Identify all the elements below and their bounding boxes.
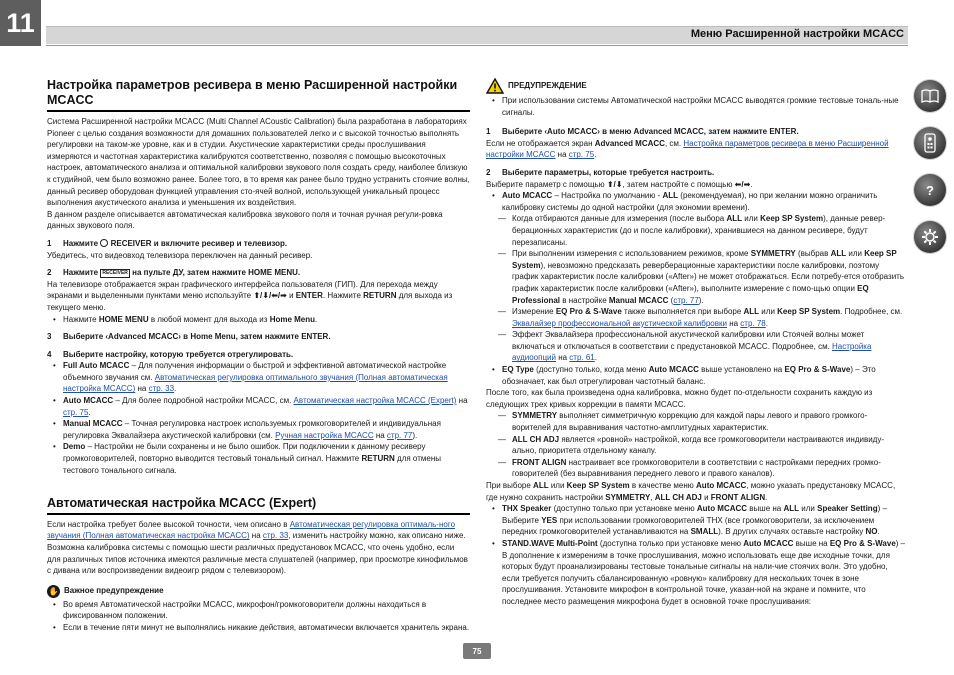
right-step-2-note: Выберите параметр с помощью ⬆/⬇, затем настройте с помощью ⬅/➡. (486, 179, 753, 189)
intro-paragraph-2: В данном разделе описывается автоматическая калибровка звукового поля и точная ручная регули-ровка данных звукового поля. (47, 209, 443, 231)
list-item: • Manual MCACC – Точная регулировка настроек используемых громкоговорителей и индивидуальная регулировка Эквалайзера акустической калибровки (см. Ручная настройка MCACC на стр. 77). (47, 418, 470, 441)
list-item: • Auto MCACC – Настройка по умолчанию - ALL (рекомендуемая), но при желании можно ограничить калибровку системы до одной настройки (для экономии времени). — Когда отбираются данные для измерения (после выбора ALL или Keep SP System), данные ревер-берационных характеристик (до и после калибровки), хранившиеся на данном ресивере, будут перезаписаны. — При выполнении измерения с использованием режимов, кроме SYMMETRY (выбрав ALL или Keep SP System), невозможно предсказать реверберационные характеристики после калибровки, поэтому график характеристик после калибровки («After») не может отображаться. Если потребу-ется отобразить график характеристик после калибровки («After»), выполните измерение с помо-щью опции EQ Professional в настройке Manual MCACC (стр. 77). — Измерение EQ Pro & S-Wave также выполняется при выборе ALL или Keep SP System. Подробнее, см. Эквалайзер профессиональной акустической калибровки на стр. 78. — Эффект Эквалайзера профессиональной акустической калибровки или Стоячей волны может включаться и отключаться в соответствии с предустановкой MCACC. Подробнее, см. Настройка аудиоопций на стр. 61. (486, 190, 906, 364)
important-warning-header: ✋ Важное предупреждение (48, 586, 164, 596)
auto-mcacc-options (486, 190, 906, 607)
section-heading-main: Настройка параметров ресивера в меню Расширенной настройки MCACC (47, 78, 470, 112)
right-step-2: 2 Выберите параметры, которые требуется настроить. (486, 167, 715, 177)
list-item: • EQ Type (доступно только, когда меню Auto MCACC выше установлено на EQ Pro & S-Wave) – Это обозначает, как был отрегулирован частотный баланс. После того, как была произведена одна калибровка, можно будет по-отдельности сохранить каждую из следующих трех кривых коррекции в памяти MCACC. — SYMMETRY выполняет симметричную коррекцию для каждой пары левого и правого громкого-ворителей для выравнивания частотно-амплитудных характеристик. — ALL CH ADJ является «ровной» настройкой, когда все громкоговорители настраиваются индивиду-ально, приоритета отдельному каналу. — FRONT ALIGN настраивает все громкоговорители в соответствии с настройками передних громко-говорителей (без выравнивания переднего левого и правого каналов). При выборе ALL или Keep SP System в качестве меню Auto MCACC, можно указать предустановку MCACC, где нужно сохранить настройки SYMMETRY, ALL CH ADJ и FRONT ALIGN. (486, 364, 906, 503)
link-page-78[interactable]: стр. 78 (740, 318, 766, 328)
side-nav (914, 80, 950, 268)
list-item: • STAND.WAVE Multi-Point (доступна только при установке меню Auto MCACC выше на EQ Pro & S-Wave) – В дополнение к измерениям в точке прослушивания, можно использовать еще две исходные точки, для которых будут проанализированы тестовые тональные сигналы на нали-чие стоячих волн. Это удобно, если требуется получить сбалансированную «ровную» калибровку для нескольких точек в зоне прослушивания. Установите микрофон в контрольной точке, указан-ной на экране и помните, что последнее место размещения микрофона будет в основной точке прослушивания: (486, 538, 906, 608)
link-page-33[interactable]: стр. 33 (148, 384, 175, 394)
left-column (47, 78, 470, 633)
link-page-77-2[interactable]: стр. 77 (673, 295, 699, 305)
page-number: 75 (463, 643, 491, 659)
list-item: • Demo – Настройки не были сохранены и не было ошибок. При подключении к данному ресиверу громкоговорителей, повторно выводится тестовый тональный сигнал. Нажмите RETURN для отмены тестового тонального сигнала. (47, 441, 470, 476)
step-2: 2 Нажмите RECEIVER на пульте ДУ, затем нажмите HOME MENU. (47, 268, 301, 278)
left-right-arrows-icon: ⬅/➡ (734, 179, 751, 189)
list-item: • Full Auto MCACC – Для получения информации о быстрой и эффективной автоматической настройке объемного звучания см. Автоматическая регулировка оптимального звучания (Полная автоматическая настройка MCACC) на стр. 33. (47, 360, 470, 395)
link-page-61[interactable]: стр. 61 (569, 353, 595, 363)
settings-icon[interactable] (914, 221, 946, 253)
link-eq-professional[interactable]: Эквалайзер профессиональной акустической калибровки (512, 318, 727, 328)
link-full-auto-mcacc-2[interactable]: Автоматическая регулировка оптималь-ного звучания (Полная автоматическая настройка MCACC) (47, 519, 456, 541)
page-title: Меню Расширенной настройки MCACC (690, 28, 904, 40)
caution-hand-icon: ✋ (48, 586, 59, 596)
link-page-75-2[interactable]: стр. 75 (568, 150, 595, 160)
mcacc-options-list (47, 360, 470, 476)
list-item: • Во время Автоматической настройки MCACC, микрофон/громкоговорители должны находиться в фиксированном положении. (47, 599, 470, 622)
link-audio-options[interactable]: Настройка аудиоопций (512, 341, 872, 363)
step-1-note: Убедитесь, что видеовход телевизора переключен на данный ресивер. (47, 250, 313, 260)
list-item: — ALL CH ADJ является «ровной» настройкой, когда все громкоговорители настраиваются индивиду-ально, приоритета отдельному каналу. (486, 434, 906, 457)
right-step-1-note: Если не отображается экран Advanced MCACC, см. Настройка параметров ресивера в меню Расширенной настройки MCACC на стр. 75. (486, 138, 889, 160)
list-item: • Auto MCACC – Для более подробной настройки MCACC, см. Автоматическая настройка MCACC (Expert) на стр. 75. (47, 395, 470, 418)
receiver-button-icon: RECEIVER (102, 270, 128, 277)
eq-type-notes (486, 410, 906, 480)
caution-header: ПРЕДУПРЕЖДЕНИЕ (486, 78, 906, 94)
section-heading-expert: Автоматическая настройка MCACC (Expert) (47, 496, 470, 515)
up-down-arrows-icon: ⬆/⬇ (606, 179, 623, 189)
link-full-auto-mcacc[interactable]: Автоматическая регулировка оптимального звучания (Полная автоматическая настройка MCACC) (63, 372, 448, 394)
list-item: — FRONT ALIGN настраивает все громкоговорители в соответствии с настройками передних громко-говорителей (без выравнивания переднего левого и правого каналов). (486, 457, 906, 480)
link-manual-mcacc[interactable]: Ручная настройка MCACC (275, 430, 374, 440)
warning-triangle-icon (486, 78, 504, 94)
list-item: • Нажмите HOME MENU в любой момент для выхода из Home Menu. (47, 314, 470, 326)
auto-mcacc-notes (486, 213, 906, 364)
eq-type-paragraph-2: При выборе ALL или Keep SP System в качестве меню Auto MCACC, можно указать предустановку MCACC, где нужно сохранить настройки SYMMETRY, ALL CH ADJ и FRONT ALIGN. (486, 481, 896, 502)
book-icon[interactable] (914, 80, 946, 112)
help-icon[interactable]: ? (914, 174, 946, 206)
step-2-note: На телевизоре отображается экран графического интерфейса пользователя (ГИП). Для перехода между экранами и выделенными пунктами меню используйте ⬆/⬇/⬅/➡ и ENTER. Нажмите RETURN для выхода из текущего меню. (47, 279, 453, 312)
list-item: • При использовании системы Автоматической настройки MCACC выводятся громкие тестовые тональ-ные сигналы. (486, 95, 906, 118)
link-advanced-mcacc-setup[interactable]: Настройка параметров ресивера в меню Расширенной настройки MCACC (486, 138, 889, 160)
link-page-33-2[interactable]: стр. 33 (262, 531, 289, 541)
link-page-77[interactable]: стр. 77 (386, 430, 413, 440)
step-3: 3 Выберите ‹Advanced MCACC› в Home Menu, затем нажмите ENTER. (47, 332, 331, 342)
intro-paragraph: Система Расширенной настройки MCACC (Multi Channel ACoustic Calibration) была разработана в лабораториях Pioneer с целью создания возможности для домашних пользователей легко и с высокой точностью выполнять регулировки на таком-же уровне, как и в студии. Акустические характеристики среды прослушивания измеряются и частотная характеристика калибруются соответственно, позволяя с помощью высокоточных настроек, автоматического анализа и оптимальной калибровки звукового поля создать среду, наиболее близкую к студийной, чем было возможно ранее. Более того, в то время как ранее было трудно устранить стоячие волны, данный ресивер оборудован функцией управления сто-ячей волной, использующей уникальный процесс выполнения акустического анализа и уменьшения их воздействия. (47, 117, 470, 208)
header-divider (46, 45, 908, 46)
link-page-75[interactable]: стр. 75 (63, 407, 89, 417)
caution-list (486, 95, 906, 118)
remote-control-icon[interactable] (914, 127, 946, 159)
power-icon (100, 239, 108, 247)
arrow-keys-icon: ⬆/⬇/⬅/➡ (253, 291, 287, 301)
step-1: 1 Нажмите RECEIVER и включите ресивер и телевизор. (47, 238, 288, 248)
list-item: — Когда отбираются данные для измерения (после выбора ALL или Keep SP System), данные ревер-берационных характеристик (до и после калибровки), хранившиеся на данном ресивере, будут перезаписаны. (486, 213, 906, 248)
list-item: — Измерение EQ Pro & S-Wave также выполняется при выборе ALL или Keep SP System. Подробнее, см. Эквалайзер профессиональной акустической калибровки на стр. 78. (486, 306, 906, 329)
step-2-bullets (47, 314, 470, 326)
list-item: • Если в течение пяти минут не выполнялись никакие действия, автоматически включается хранитель экрана. (47, 622, 470, 634)
chapter-number: 11 (0, 0, 41, 46)
list-item: — Эффект Эквалайзера профессиональной акустической калибровки или Стоячей волны может включаться и отключаться в соответствии с предустановкой MCACC. Подробнее, см. Настройка аудиоопций на стр. 61. (486, 329, 906, 364)
step-4: 4 Выберите настройку, которую требуется отрегулировать. (47, 349, 294, 359)
right-step-1: 1 Выберите ‹Auto MCACC› в меню Advanced MCACC, затем нажмите ENTER. (486, 127, 799, 137)
list-item: — SYMMETRY выполняет симметричную коррекцию для каждой пары левого и правого громкого-ворителей для выравнивания частотно-амплитудных характеристик. (486, 410, 906, 433)
list-item: — При выполнении измерения с использованием режимов, кроме SYMMETRY (выбрав ALL или Keep SP System), невозможно предсказать реверберационные характеристики после калибровки, поэтому график характеристик после калибровки («After») не может отображаться. Если потребу-ется отобразить график характеристик после калибровки («After»), выполните измерение с помо-щью опции EQ Professional в настройке Manual MCACC (стр. 77). (486, 248, 906, 306)
link-auto-mcacc-expert[interactable]: Автоматическая настройка MCACC (Expert) (293, 396, 457, 406)
list-item: • THX Speaker (доступно только при установке меню Auto MCACC выше на ALL или Speaker Setting) – Выберите YES при использовании громкоговорителей THX (все громкоговорители, за исключением передних громкоговорителей устанавливаются на SMALL). В других случаях оставьте настройку NO. (486, 503, 906, 538)
expert-paragraph: Если настройка требует более высокой точности, чем описано в Автоматическая регулировка оптималь-ного звучания (Полная автоматическая настройка MCACC) на стр. 33, изменить настройку можно, как описано ниже. Возможна калибровка системы с помощью шести различных предустановок MCACC, что очень удобно, если для различных типов источника имеются различные места слушателей (например, при просмотре кинофильмов с дивана или воспроизведении видеоигр рядом с телевизором). (47, 519, 468, 576)
important-warning-list (47, 599, 470, 634)
eq-type-paragraph: После того, как была произведена одна калибровка, можно будет по-отдельности сохранить каждую из следующих трех кривых коррекции в памяти MCACC. (486, 388, 873, 409)
right-column (486, 78, 906, 608)
